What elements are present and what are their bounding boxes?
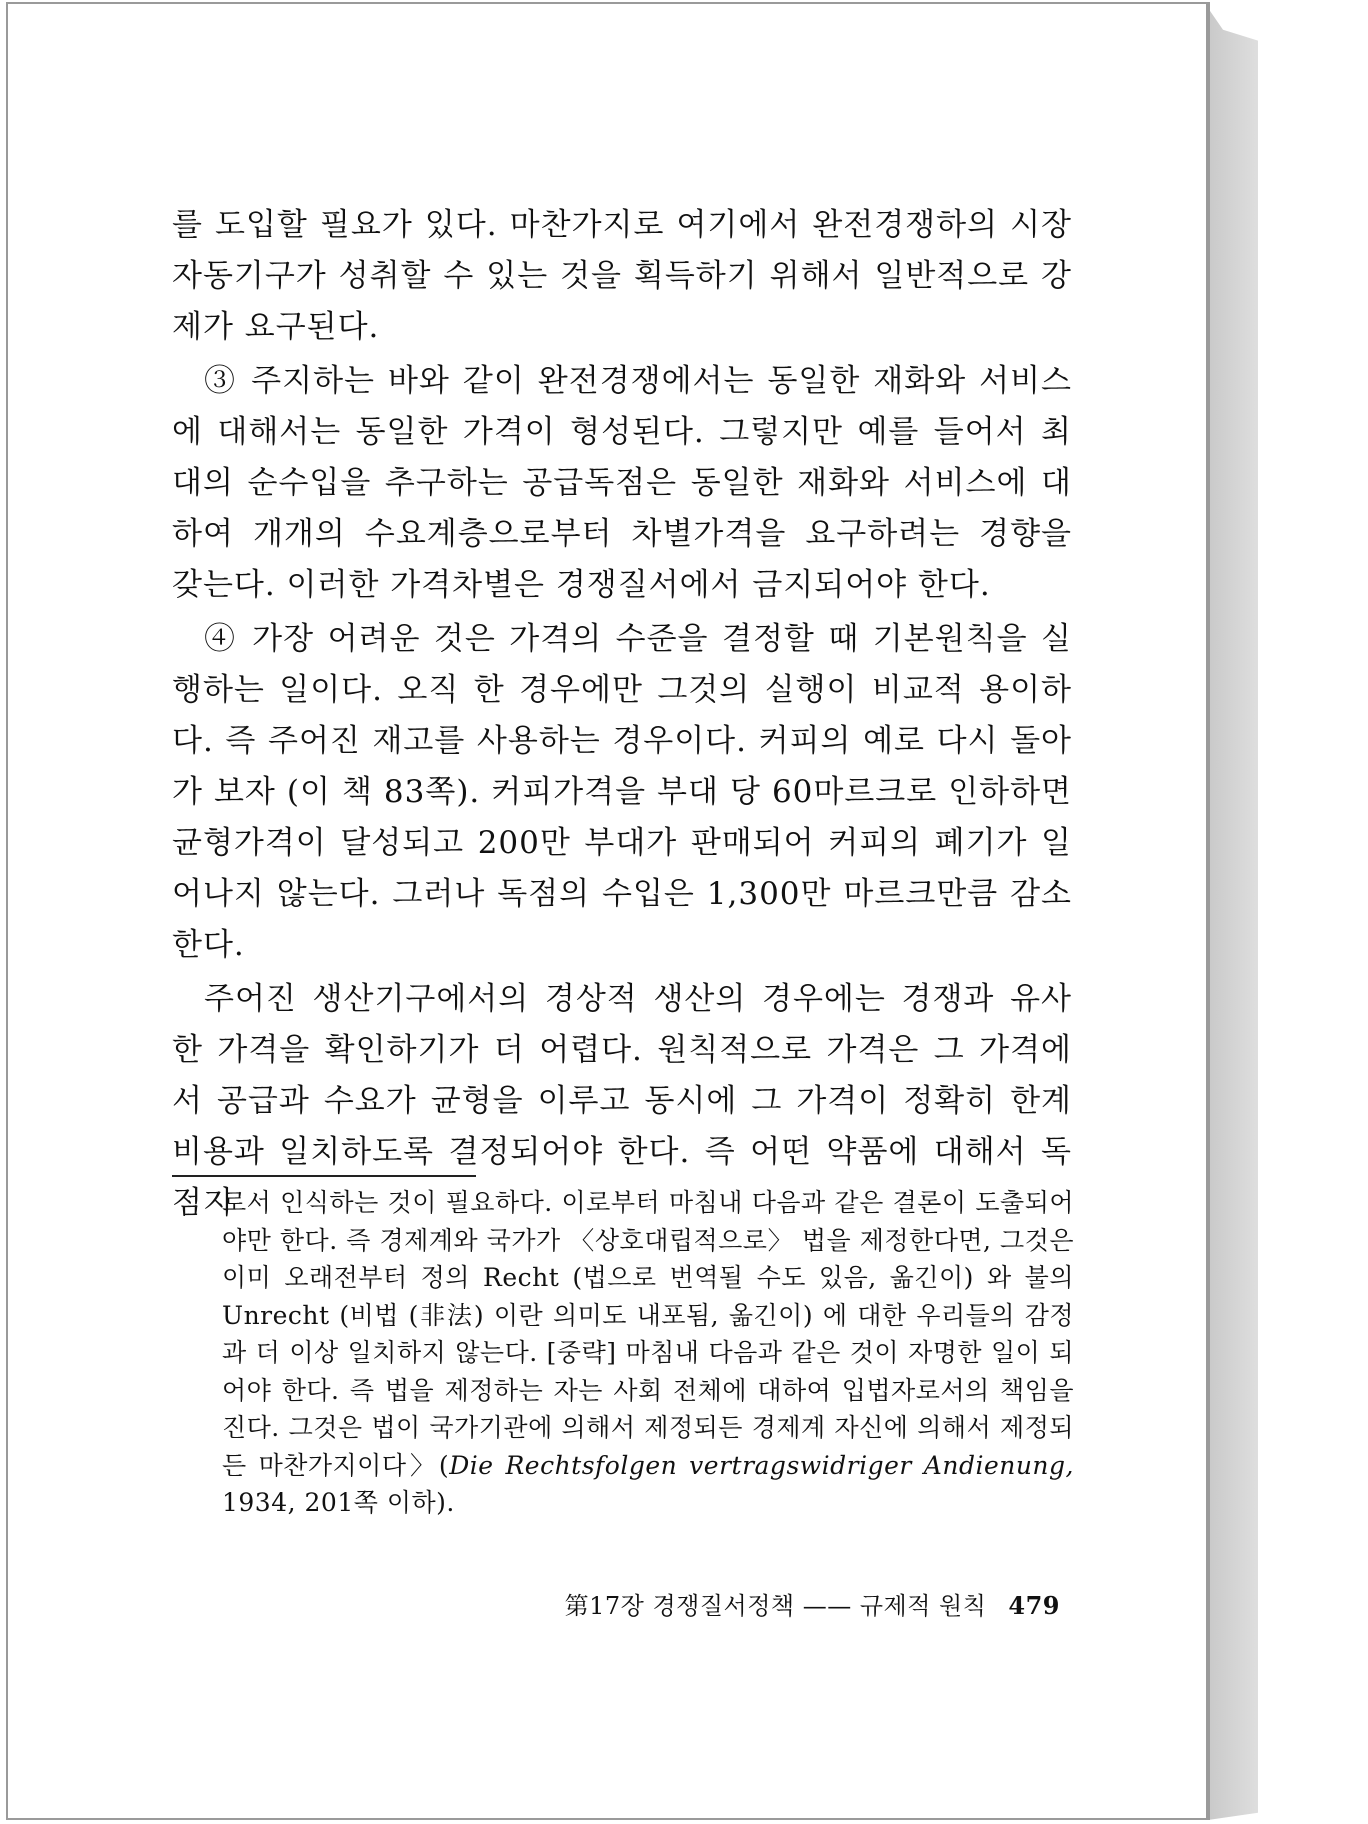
paragraph-2: ③ 주지하는 바와 같이 완전경쟁에서는 동일한 재화와 서비스에 대해서는 동일한 가격이 형성된다. 그렇지만 예를 들어서 최대의 순수입을 추구하는 공급독점은 동일한 재화와 서비스에 대하여 개개의 수요계층으로부터 차별가격을 요구하려는 경향을 갖는다. 이러한 가격차별은 경쟁질서에서 금지되어야 한다.: [172, 363, 1072, 603]
footnote-text: 로서 인식하는 것이 필요하다. 이로부터 마침내 다음과 같은 결론이 도출되어야만 한다. 즉 경제계와 국가가 〈상호대립적으로〉 법을 제정한다면, 그것은 이미 오래전부터 정의 Recht (법으로 번역될 수도 있음, 옮긴이) 와 불의 Unrecht (비법 (非法) 이란 의미도 내포됨, 옮긴이) 에 대한 우리들의 감정과 더 이상 일치하지 않는다. [중략] 마침내 다음과 같은 것이 자명한 일이 되어야 한다. 즉 법을 제정하는 자는 사회 전체에 대하여 입법자로서의 책임을 진다. 그것은 법이 국가기관에 의해서 제정되든 경제계 자신에 의해서 제정되든 마찬가지이다〉(: [222, 1188, 1074, 1480]
footnote-citation: 1934, 201쪽 이하).: [222, 1488, 455, 1517]
running-footer: [560, 1586, 1060, 1621]
footnote: [222, 1184, 1074, 1522]
paragraph-3: ④ 가장 어려운 것은 가격의 수준을 결정할 때 기본원칙을 실행하는 일이다. 오직 한 경우에만 그것의 실행이 비교적 용이하다. 즉 주어진 재고를 사용하는 경우이다. 커피의 예로 다시 돌아가 보자 (이 책 83쪽). 커피가격을 부대 당 60마르크로 인하하면 균형가격이 달성되고 200만 부대가 판매되어 커피의 폐기가 일어나지 않는다. 그러나 독점의 수입은 1,300만 마르크만큼 감소한다.: [172, 621, 1072, 963]
footnote-divider: [172, 1175, 476, 1177]
paragraph-4: 주어진 생산기구에서의 경상적 생산의 경우에는 경쟁과 유사한 가격을 확인하기가 더 어렵다. 원칙적으로 가격은 그 가격에서 공급과 수요가 균형을 이루고 동시에 그 가격이 정확히 한계비용과 일치하도록 결정되어야 한다. 즉 어떤 약품에 대해서 독점지: [172, 981, 1072, 1221]
body-text: [172, 200, 1072, 1232]
page-stack-edge: [1208, 8, 1258, 1820]
chapter-title: 第17장 경쟁질서정책 —— 규제적 원칙: [564, 1592, 987, 1620]
footnote-book-title: Die Rechtsfolgen vertragswidriger Andienung,: [449, 1450, 1074, 1480]
paragraph-1: 를 도입할 필요가 있다. 마찬가지로 여기에서 완전경쟁하의 시장자동기구가 성취할 수 있는 것을 획득하기 위해서 일반적으로 강제가 요구된다.: [172, 207, 1072, 345]
page-edge-line: [1208, 2, 1210, 1820]
page-number: 479: [1008, 1591, 1060, 1620]
